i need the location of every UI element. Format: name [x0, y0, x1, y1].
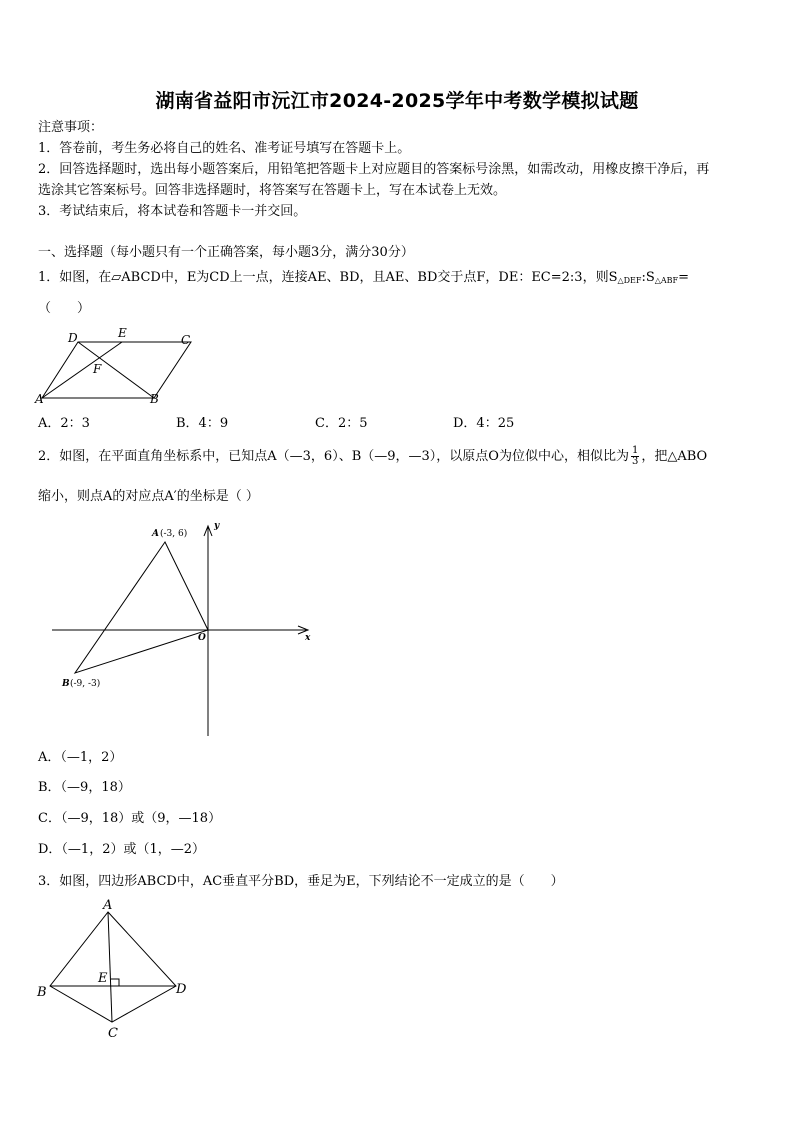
q2-option-c: C．（—9，18）或（9，—18） — [38, 811, 222, 826]
kite-figure — [30, 898, 200, 1046]
notice-item-2-cont: 选涂其它答案标号。回答非选择题时，将答案写在答题卡上，写在本试卷上无效。 — [38, 183, 507, 198]
question-1-paren: （ ） — [38, 301, 91, 316]
label-b: B — [37, 985, 47, 1000]
diagonal-ac — [108, 912, 112, 1022]
equals-sign: = — [678, 270, 690, 285]
triangle-abo — [75, 542, 208, 673]
notice-item-2: 2．回答选择题时，选出每小题答案后，用铅笔把答题卡上对应题目的答案标号涂黑，如需改动，用橡皮擦干净后，再 — [38, 162, 710, 177]
point-b-coord: (-9, -3) — [70, 679, 101, 689]
right-angle-mark — [111, 979, 119, 986]
label-d: D — [68, 331, 78, 345]
label-e: E — [118, 326, 127, 340]
area-sub-abf: △ABF — [654, 276, 679, 285]
quadrilateral-abcd — [50, 912, 176, 1022]
label-e: E — [98, 971, 108, 986]
q1-option-b: B．4：9 — [176, 416, 229, 431]
question-2-text — [38, 446, 707, 467]
segment-bd — [78, 342, 154, 398]
notice-item-3: 3．考试结束后，将本试卷和答题卡一并交回。 — [38, 204, 307, 219]
point-a-label: A — [152, 529, 159, 539]
q1-option-c: C．2：5 — [315, 416, 368, 431]
question-1-text — [38, 270, 689, 289]
segment-ae — [42, 342, 122, 398]
ratio-fraction — [631, 446, 639, 467]
notice-heading: 注意事项： — [38, 120, 104, 135]
fraction-denominator: 3 — [631, 456, 639, 467]
section-heading: 一、选择题（每小题只有一个正确答案，每小题3分，满分30分） — [38, 245, 414, 260]
fraction-numerator: 1 — [631, 445, 639, 456]
page-title: 湖南省益阳市沅江市2024-2025学年中考数学模拟试题 — [155, 90, 639, 112]
point-a-coord: (-3, 6) — [160, 529, 188, 539]
question-1-stem: 1．如图，在▱ABCD中，E为CD上一点，连接AE、BD，且AE、BD交于点F，DE：EC=2:3，则S — [38, 270, 618, 285]
area-sub-def: △DEF — [617, 276, 642, 285]
label-a: A — [35, 392, 44, 406]
question-3-text: 3．如图，四边形ABCD中，AC垂直平分BD，垂足为E，下列结论不一定成立的是（ ） — [38, 874, 564, 889]
notice-item-1: 1．答卷前，考生务必将自己的姓名、准考证号填写在答题卡上。 — [38, 141, 411, 156]
label-c: C — [181, 333, 191, 347]
label-f: F — [93, 362, 102, 376]
point-b-label: B — [62, 679, 70, 689]
label-c: C — [108, 1026, 118, 1041]
q2-option-d: D．（—1，2）或（1，—2） — [38, 842, 206, 857]
q1-option-d: D．4：25 — [453, 416, 515, 431]
label-a: A — [103, 898, 113, 913]
q1-option-a: A．2：3 — [38, 416, 90, 431]
label-d: D — [176, 982, 187, 997]
label-b: B — [150, 392, 159, 406]
parallelogram-figure — [30, 326, 210, 408]
q2-option-a: A．（—1，2） — [38, 750, 123, 765]
coordinate-figure — [48, 516, 318, 740]
area-ratio-colon: :S — [641, 270, 655, 285]
question-2-stem: 2．如图，在平面直角坐标系中，已知点A（—3，6）、B（—9，—3），以原点O为位似中心，相似比为 — [38, 449, 629, 464]
question-2-stem-tail: ，把△ABO — [641, 449, 708, 464]
q2-option-b: B．（—9，18） — [38, 780, 131, 795]
question-2-text-cont: 缩小，则点A的对应点A′的坐标是（ ） — [38, 489, 259, 504]
y-axis-label: y — [214, 521, 220, 531]
x-axis-label: x — [305, 633, 311, 643]
origin-label: O — [198, 633, 206, 643]
